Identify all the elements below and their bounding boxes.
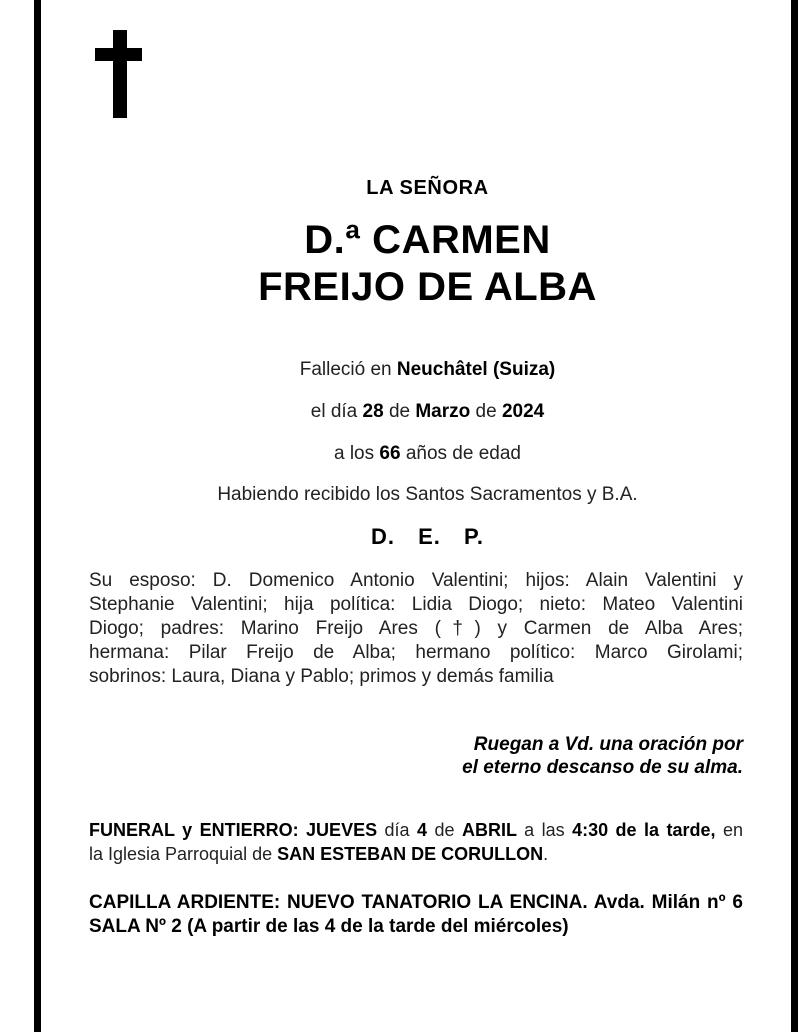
funeral-text: en (722, 820, 743, 840)
wake-announcement (89, 891, 743, 939)
latin-cross-icon (95, 30, 142, 118)
death-place-line (46, 359, 800, 381)
death-date-sep2: de (475, 401, 502, 422)
death-age-line (46, 443, 800, 465)
funeral-time: 4:30 de la tarde, (572, 820, 723, 840)
family-line: sobrinos: Laura, Diana y Pablo; primos y demás familia (89, 666, 554, 687)
left-border-rule (34, 0, 41, 1032)
death-date-line (46, 401, 800, 423)
deceased-name (46, 217, 800, 311)
honorific-title: LA SEÑORA (366, 177, 489, 199)
funeral-text: . (543, 844, 549, 864)
funeral-month: ABRIL (461, 820, 525, 840)
funeral-text: día (384, 820, 418, 840)
prayer-line1: Ruegan a Vd. una oración por (473, 734, 743, 755)
death-age-value: 66 (379, 443, 406, 464)
cross-vertical-bar (113, 30, 127, 118)
death-date-sep1: de (388, 401, 416, 422)
death-date-month: Marzo (415, 401, 476, 422)
funeral-text: a las (524, 820, 573, 840)
cross-horizontal-bar (95, 48, 142, 61)
wake-line1: CAPILLA ARDIENTE: NUEVO TANATORIO LA ENCINA. Avda. Milán nº 6 (89, 892, 743, 913)
funeral-day: 4 (417, 820, 435, 840)
funeral-text: la Iglesia Parroquial de (89, 844, 278, 864)
family-line: Diogo; padres: Marino Freijo Ares (†) y Carmen de Alba Ares; (89, 618, 743, 639)
death-date-day: 28 (362, 401, 389, 422)
funeral-line1 (89, 818, 743, 842)
death-place-value: Neuchâtel (Suiza) (396, 359, 556, 380)
sacraments-line: Habiendo recibido los Santos Sacramentos y B.A. (217, 484, 638, 505)
family-line: Su esposo: D. Domenico Antonio Valentini; hijos: Alain Valentini y (89, 570, 743, 591)
death-age-suffix: años de edad (405, 443, 521, 464)
death-age-prefix: a los (333, 443, 380, 464)
right-border-rule (791, 0, 798, 1032)
deceased-name-line1: D.ª CARMEN (304, 218, 551, 262)
wake-line2: SALA Nº 2 (A partir de las 4 de la tarde del miércoles) (89, 916, 569, 937)
funeral-announcement (89, 818, 743, 866)
dep-abbreviation: D. E. P. (371, 524, 484, 549)
funeral-heading: FUNERAL y ENTIERRO: JUEVES (89, 820, 385, 840)
deceased-name-line2: FREIJO DE ALBA (258, 265, 597, 309)
death-place-prefix: Falleció en (299, 359, 397, 380)
family-line: hermana: Pilar Freijo de Alba; hermano político: Marco Girolami; (89, 642, 743, 663)
family-paragraph (89, 569, 743, 689)
prayer-request (343, 733, 743, 779)
funeral-text: de (434, 820, 462, 840)
funeral-church: SAN ESTEBAN DE CORULLON (277, 844, 544, 864)
death-date-prefix: el día (310, 401, 363, 422)
family-line: Stephanie Valentini; hija política: Lidia Diogo; nieto: Mateo Valentini (89, 594, 743, 615)
prayer-line2: el eterno descanso de su alma. (462, 757, 743, 778)
death-date-year: 2024 (501, 401, 545, 422)
funeral-line2 (89, 842, 743, 866)
